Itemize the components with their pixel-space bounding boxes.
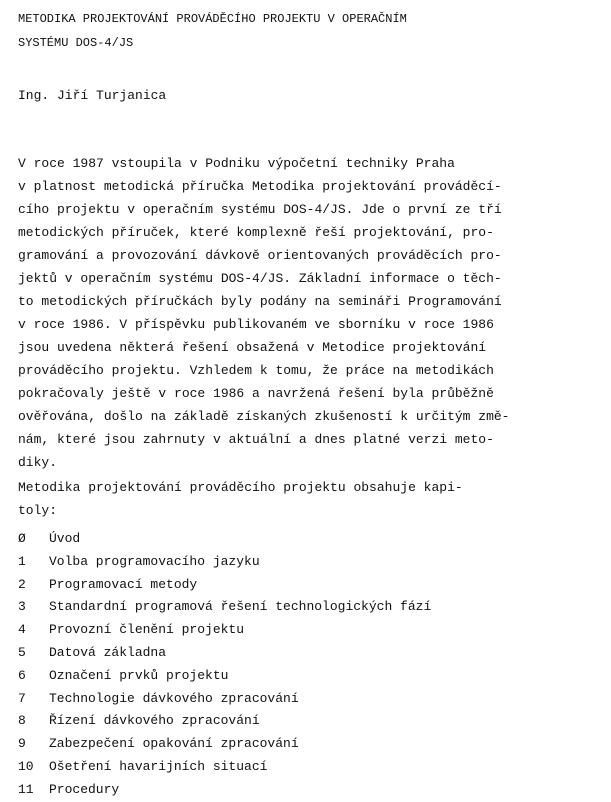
- paragraph-line: cího projektu v operačním systému DOS-4/JS. Jde o první ze tří: [18, 202, 502, 217]
- paragraph-line: ověřována, došlo na základě získaných zkušeností k určitým změ-: [18, 409, 510, 424]
- chapter-title: Provozní členění projektu: [49, 622, 245, 638]
- chapter-item: [18, 551, 431, 574]
- chapter-number: 6: [18, 667, 26, 683]
- chapter-list: [18, 528, 431, 802]
- author-name: Ing. Jiří Turjanica: [18, 88, 167, 103]
- chapter-number: 3: [18, 599, 26, 615]
- chapter-item: [18, 756, 431, 779]
- intro-line: Metodika projektování prováděcího projektu obsahuje kapi-: [18, 480, 463, 495]
- chapter-title: Standardní programová řešení technologických fází: [49, 599, 432, 615]
- paragraph-line: to metodických příručkách byly podány na semináři Programování: [18, 294, 502, 309]
- chapter-number: 7: [18, 690, 26, 706]
- paragraph-line: v roce 1986. V příspěvku publikovaném ve sborníku v roce 1986: [18, 317, 494, 332]
- paragraph-line: gramování a provozování dávkově orientovaných prováděcích pro-: [18, 248, 502, 263]
- paragraph-line: prováděcího projektu. Vzhledem k tomu, že práce na metodikách: [18, 363, 494, 378]
- chapter-number: 5: [18, 644, 26, 660]
- chapter-title: Řízení dávkového zpracování: [49, 713, 260, 729]
- intro-line: toly:: [18, 503, 58, 518]
- chapter-number: 2: [18, 576, 26, 592]
- chapter-item: [18, 642, 431, 665]
- chapter-title: Programovací metody: [49, 576, 198, 592]
- paragraph-line: diky.: [18, 455, 58, 470]
- chapter-title: Procedury: [49, 781, 120, 797]
- chapter-title: Úvod: [49, 531, 81, 546]
- chapter-item: [18, 733, 431, 756]
- chapter-number: 8: [18, 713, 26, 729]
- chapter-number: Ø: [18, 531, 26, 546]
- chapter-number: 1: [18, 553, 26, 569]
- chapter-item: [18, 688, 431, 711]
- paragraph-line: jektů v operačním systému DOS-4/JS. Základní informace o těch-: [18, 271, 502, 286]
- chapter-title: Ošetření havarijních situací: [49, 758, 268, 774]
- chapter-title: Označení prvků projektu: [49, 667, 229, 683]
- paragraph-line: V roce 1987 vstoupila v Podniku výpočetní techniky Praha: [18, 156, 455, 171]
- paragraph-line: pokračovaly ještě v roce 1986 a navržená řešení byla průběžně: [18, 386, 494, 401]
- chapter-item: [18, 528, 431, 551]
- chapter-item: [18, 665, 431, 688]
- chapter-number: 9: [18, 736, 26, 752]
- paragraph-line: jsou uvedena některá řešení obsažená v Metodice projektování: [18, 340, 487, 355]
- chapter-item: [18, 574, 431, 597]
- chapter-title: Datová základna: [49, 644, 167, 660]
- paragraph-line: metodických příruček, které komplexně řeší projektování, pro-: [18, 225, 494, 240]
- chapter-title: Volba programovacího jazyku: [49, 553, 260, 569]
- chapter-item: [18, 779, 431, 802]
- chapter-title: Technologie dávkového zpracování: [49, 690, 299, 706]
- chapter-title: Zabezpečení opakování zpracování: [49, 736, 299, 752]
- document-title-line-1: METODIKA PROJEKTOVÁNÍ PROVÁDĚCÍHO PROJEKTU V OPERAČNÍM: [18, 12, 407, 26]
- chapter-item: [18, 596, 431, 619]
- chapter-item: [18, 619, 431, 642]
- document-title-line-2: SYSTÉMU DOS-4/JS: [18, 36, 134, 50]
- chapter-number: 4: [18, 622, 26, 638]
- chapter-item: [18, 710, 431, 733]
- chapter-number: 10: [18, 758, 34, 774]
- paragraph-line: nám, které jsou zahrnuty v aktuální a dnes platné verzi meto-: [18, 432, 494, 447]
- chapter-number: 11: [18, 781, 34, 797]
- paragraph-line: v platnost metodická příručka Metodika projektování prováděcí-: [18, 179, 502, 194]
